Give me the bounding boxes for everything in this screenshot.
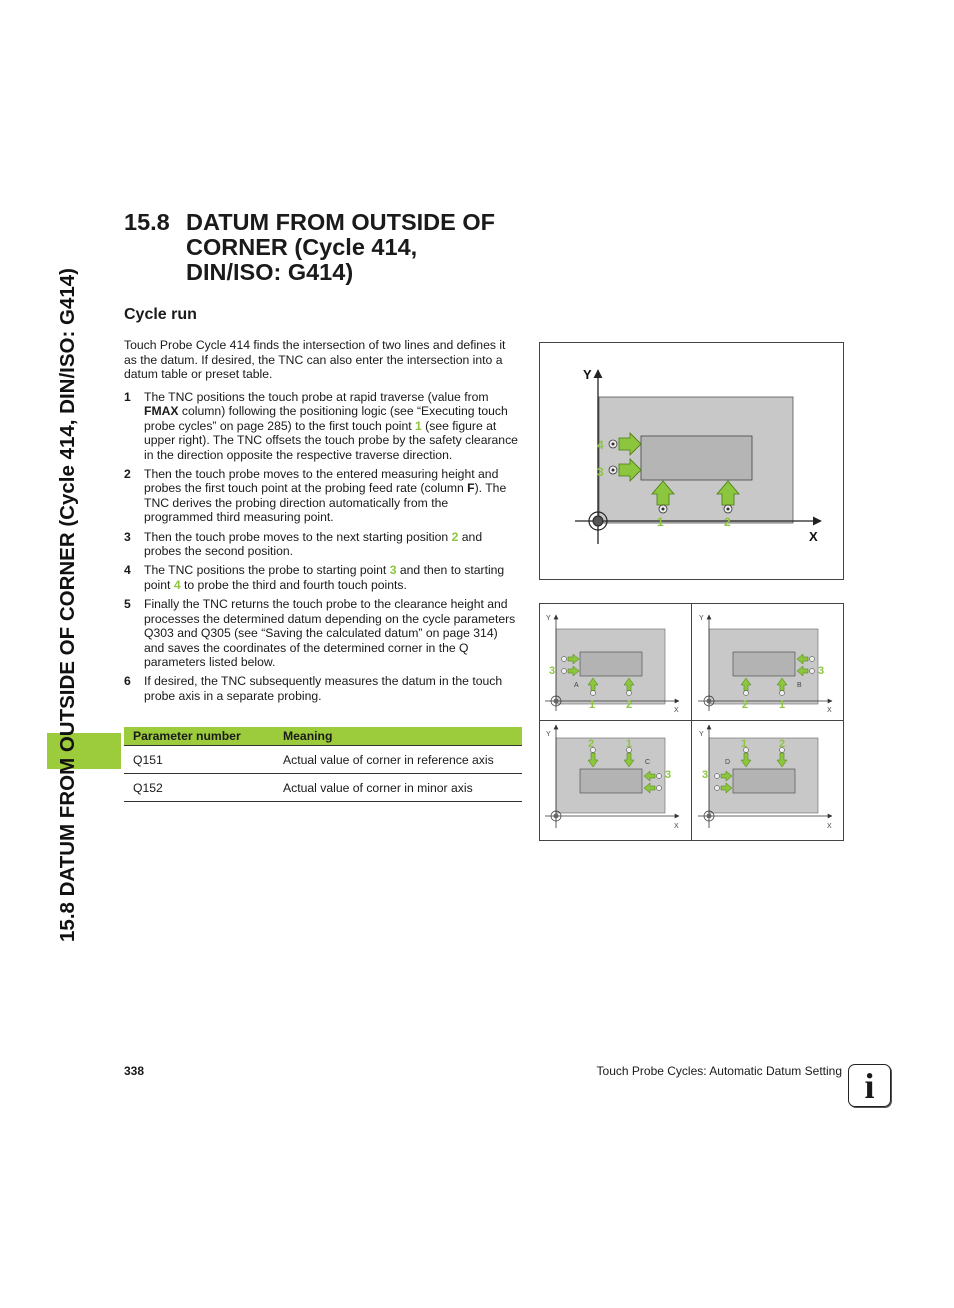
table-header-row (124, 727, 522, 746)
step-text: to probe the third and fourth touch points. (180, 577, 407, 592)
step-text: Finally the TNC returns the touch probe to the clearance height and processes the determined datum depending on the cycle parameters Q303 and Q305 (see “Saving the calculated datum” on page 314) and saves the coordinates of the determined corner in the Q parameters listed below. (144, 597, 516, 669)
table-header-cell: Parameter number (124, 727, 274, 746)
panel-corner-b (698, 615, 832, 711)
point-label: 1 (741, 738, 748, 750)
corner-label: C (645, 759, 651, 766)
corner-label: D (725, 759, 731, 766)
steps-list (124, 390, 520, 708)
list-item (124, 674, 520, 703)
point-label: 3 (665, 769, 672, 781)
table-header-cell: Meaning (274, 727, 522, 746)
x-axis-label: X (827, 707, 832, 714)
y-axis-label: Y (583, 367, 592, 382)
step-number: 2 (124, 467, 131, 482)
table-cell: Actual value of corner in reference axis (274, 746, 522, 774)
page-number: 338 (124, 1064, 145, 1078)
point-label: 3 (549, 665, 556, 677)
table-cell: Q151 (124, 746, 274, 774)
list-item (124, 597, 520, 669)
step-highlight: 4 (173, 577, 181, 592)
step-bold: F (467, 481, 475, 496)
point-label: 2 (742, 699, 749, 711)
section-title: Cycle run (124, 306, 197, 323)
corner-variants-figure (539, 603, 844, 841)
point-label: 2 (588, 738, 595, 750)
chapter-title-line: DIN/ISO: G414) (186, 259, 354, 285)
y-axis-label: Y (699, 731, 704, 738)
step-bold: FMAX (144, 404, 179, 419)
step-text: (see figure at upper right). The TNC offsets the touch probe by the safety clearance in the direction opposite the respective traverse direction. (144, 418, 518, 462)
step-number: 1 (124, 390, 131, 404)
table-row (124, 746, 522, 774)
list-item (124, 467, 520, 525)
sidebar-chapter-title: 15.8 DATUM FROM OUTSIDE OF CORNER (Cycle 414, DIN/ISO: G414) (56, 268, 79, 942)
chapter-title-line: DATUM FROM OUTSIDE OF (186, 209, 495, 235)
step-text: and probes the second position. (144, 529, 483, 559)
point-label: 1 (779, 699, 786, 711)
list-item (124, 530, 520, 559)
point-label: 1 (589, 699, 596, 711)
step-text: The TNC positions the probe to starting point (144, 563, 390, 578)
cycle-figure-main (539, 342, 844, 580)
step-text: column) following the positioning logic (see “Executing touch probe cycles” on page 285) to the first touch point (144, 404, 508, 433)
x-axis-label: X (827, 823, 832, 830)
step-text: If desired, the TNC subsequently measures the datum in the touch probe axis in a separate probing. (144, 674, 503, 703)
step-number: 5 (124, 597, 131, 612)
step-highlight: 2 (451, 529, 459, 544)
step-text: and then to starting point (144, 563, 505, 592)
point-label: 3 (597, 465, 604, 479)
panel-corner-a (545, 615, 679, 711)
point-label: 2 (779, 738, 786, 750)
x-axis-label: X (674, 823, 679, 830)
step-number: 4 (124, 563, 131, 578)
intro-paragraph: Touch Probe Cycle 414 finds the intersection of two lines and defines it as the datum. If desired, the TNC can also enter the intersection into a datum table or preset table. (124, 338, 506, 381)
panel-corner-d (698, 725, 832, 828)
panel-corner-c (545, 725, 679, 828)
point-label: 1 (657, 515, 664, 529)
step-number: 3 (124, 529, 131, 544)
point-label: 3 (818, 665, 825, 677)
table-row (124, 774, 522, 802)
y-axis-label: Y (546, 731, 551, 738)
step-number: 6 (124, 674, 131, 689)
list-item (124, 390, 520, 462)
table-cell: Actual value of corner in minor axis (274, 774, 522, 802)
point-label: 1 (626, 738, 633, 750)
step-text: ). The TNC derives the probing direction automatically from the programmed third measuring point. (144, 481, 507, 525)
y-axis-label: Y (699, 615, 704, 622)
list-item (124, 563, 520, 592)
y-axis-label: Y (546, 615, 551, 622)
info-icon: i (848, 1064, 891, 1107)
step-text: Then the touch probe moves to the entered measuring height and probes the first touch point at the probing feed rate (column (144, 467, 499, 496)
step-highlight: 3 (389, 563, 397, 578)
step-text: Then the touch probe moves to the next starting position (144, 529, 452, 544)
corner-label: B (797, 682, 802, 689)
point-label: 3 (702, 769, 709, 781)
workpiece-corner-block (641, 436, 752, 480)
corner-label: A (574, 682, 579, 689)
chapter-number: 15.8 (124, 209, 170, 235)
x-axis-label: X (809, 529, 818, 544)
point-label: 2 (626, 699, 633, 711)
parameter-table (124, 727, 522, 802)
chapter-title-line: CORNER (Cycle 414, (186, 234, 418, 260)
table-cell: Q152 (124, 774, 274, 802)
step-text: The TNC positions the touch probe at rapid traverse (value from (144, 390, 489, 404)
x-axis-label: X (674, 707, 679, 714)
point-label: 2 (724, 515, 731, 529)
footer-title: Touch Probe Cycles: Automatic Datum Setting (596, 1064, 842, 1078)
step-highlight: 1 (415, 418, 422, 433)
point-label: 4 (597, 438, 604, 452)
